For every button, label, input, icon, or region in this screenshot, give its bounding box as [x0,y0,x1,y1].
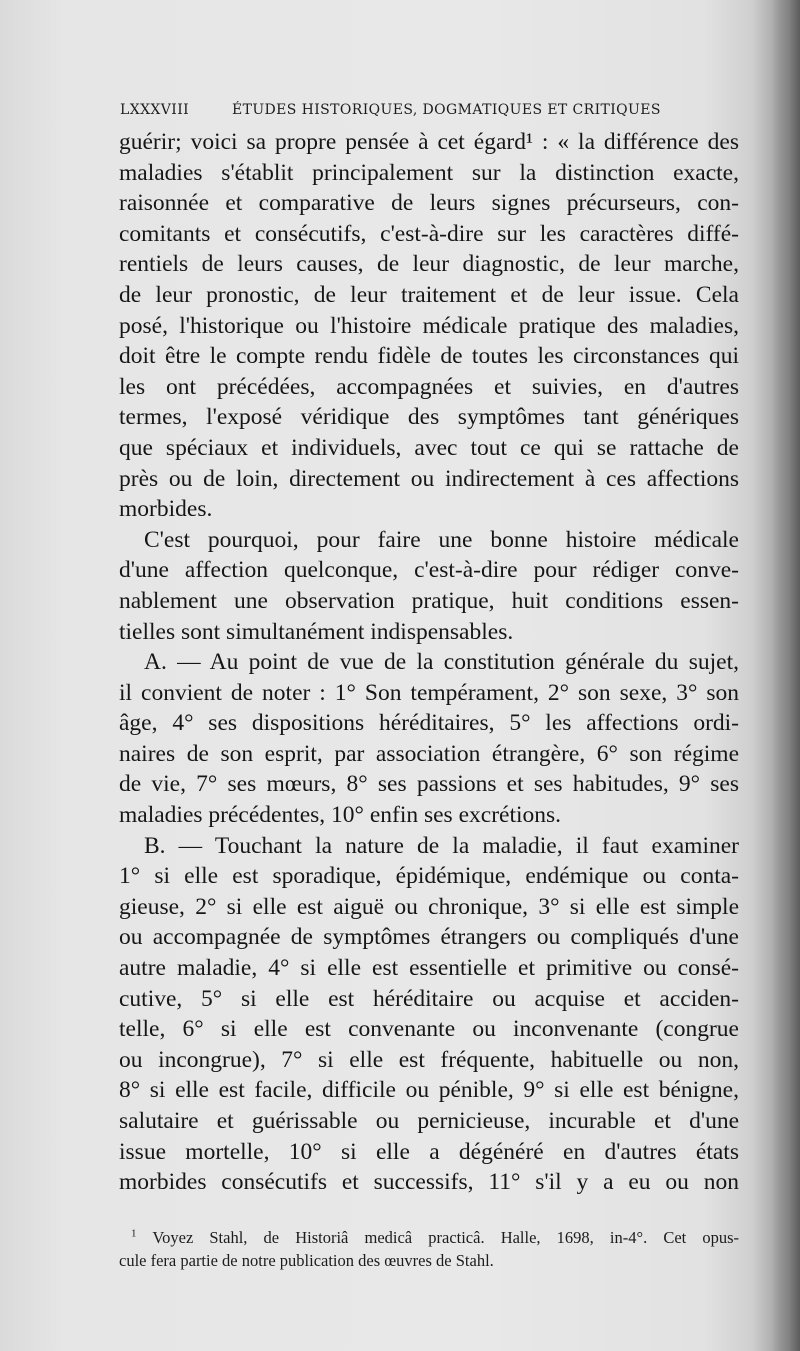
footnote-line: cule fera partie de notre publication des œuvres de Stahl. [119,1251,494,1270]
text-line: autre maladie, 4° si elle est essentielle et primitive ou consé- [119,955,739,982]
text-line: salutaire et guérissable ou pernicieuse, incurable et d'une [119,1108,739,1134]
text-line: posé, l'historique ou l'histoire médicale pratique des maladies, [119,312,739,339]
text-line: guérir; voici sa propre pensée à cet égard¹ : « la différence des [119,129,739,155]
text-line: B. — Touchant la nature de la maladie, il faut examiner [144,832,739,859]
text-line: rentiels de leurs causes, de leur diagnostic, de leur marche, [119,251,739,278]
text-line: morbides. [119,496,213,523]
text-line: de vie, 7° ses mœurs, 8° ses passions et ses habitudes, 9° ses [119,771,739,798]
text-line: issue mortelle, 10° si elle a dégénéré en d'autres états [119,1138,739,1165]
text-line: C'est pourquoi, pour faire une bonne histoire médicale [144,526,739,553]
text-line: 8° si elle est facile, difficile ou pénible, 9° si elle est bénigne, [119,1077,739,1104]
text-line: ou incongrue), 7° si elle est fréquente, habituelle ou non, [119,1046,739,1073]
text-line: maladies précédentes, 10° enfin ses excrétions. [119,802,562,829]
text-line: A. — Au point de vue de la constitution générale du sujet, [144,649,739,676]
text-line: gieuse, 2° si elle est aiguë ou chronique, 3° si elle est simple [119,893,739,920]
text-line: telle, 6° si elle est convenante ou inconvenante (congrue [119,1016,739,1043]
running-title: ÉTUDES HISTORIQUES, DOGMATIQUES ET CRITIQUES [232,102,661,118]
text-line: près ou de loin, directement ou indirectement à ces affections [119,465,739,492]
text-line: tielles sont simultanément indispensables. [119,618,514,645]
text-line: raisonnée et comparative de leurs signes précurseurs, con- [119,190,739,217]
text-line: ou accompagnée de symptômes étrangers ou compliqués d'une [119,924,739,951]
text-line: comitants et consécutifs, c'est-à-dire sur les caractères diffé- [119,220,739,247]
text-line: 1° si elle est sporadique, épidémique, endémique ou conta- [119,863,739,890]
text-line: termes, l'exposé véridique des symptômes tant génériques [119,404,739,431]
binding-shadow [772,0,800,1351]
running-header [120,102,740,126]
text-line: les ont précédées, accompagnées et suivies, en d'autres [119,373,739,400]
text-line: il convient de noter : 1° Son tempérament, 2° son sexe, 3° son [119,679,739,706]
text-line: maladies s'établit principalement sur la distinction exacte, [119,159,739,186]
text-line: que spéciaux et individuels, avec tout ce qui se rattache de [119,434,739,461]
text-line: d'une affection quelconque, c'est-à-dire pour rédiger conve- [119,557,739,584]
text-line: nablement une observation pratique, huit conditions essen- [119,587,739,614]
text-line: âge, 4° ses dispositions héréditaires, 5° les affections ordi- [119,710,739,737]
text-line: cutive, 5° si elle est héréditaire ou acquise et acciden- [119,985,739,1012]
text-line: naires de son esprit, par association étrangère, 6° son régime [119,740,739,767]
footnote-text: Voyez Stahl, de Historiâ medicâ practicâ. Halle, 1698, in-4°. Cet opus- [152,1228,740,1247]
text-line: morbides consécutifs et successifs, 11° s'il y a eu ou non [119,1169,739,1196]
body-text [119,127,739,1198]
footnote-marker: 1 [131,1227,137,1240]
footnote-line [119,1226,739,1249]
page-number: LXXXVIII [120,102,190,118]
text-line: doit être le compte rendu fidèle de toutes les circonstances qui [119,343,739,370]
text-line: de leur pronostic, de leur traitement et de leur issue. Cela [119,281,739,308]
footnote [119,1226,739,1272]
